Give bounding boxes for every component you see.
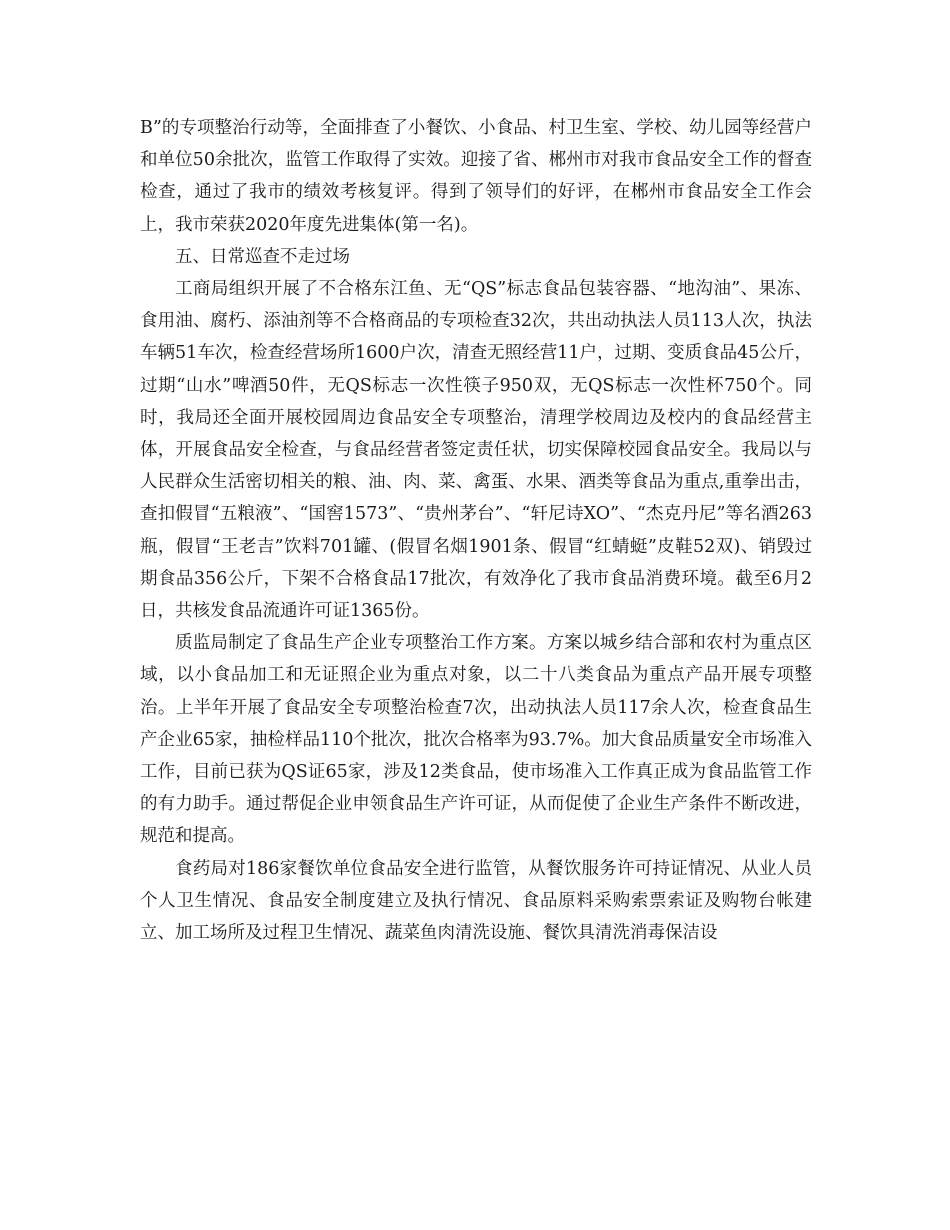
document-body [140,112,812,949]
paragraph-shiyao: 食药局对186家餐饮单位食品安全进行监管，从餐饮服务许可持证情况、从业人员个人卫生情况、食品安全制度建立及执行情况、食品原料采购索票索证及购物台帐建立、加工场所及过程卫生情况、蔬菜鱼肉清洗设施、餐饮具清洗消毒保洁设 [140,858,812,944]
paragraph-gongshang: 工商局组织开展了不合格东江鱼、无“QS”标志食品包装容器、“地沟油”、果冻、食用油、腐朽、添油剂等不合格商品的专项检查32次，共出动执法人员113人次，执法车辆51车次，检查经营场所1600户次，清查无照经营11户，过期、变质食品45公斤，过期“山水”啤酒50件，无QS标志一次性筷子950双，无QS标志一次性杯750个。同时，我局还全面开展校园周边食品安全专项整治，清理学校周边及校内的食品经营主体，开展食品安全检查，与食品经营者签定责任状，切实保障校园食品安全。我局以与人民群众生活密切相关的粮、油、肉、菜、禽蛋、水果、酒类等食品为重点,重拳出击，查扣假冒“五粮液”、“国窖1573”、“贵州茅台”、“轩尼诗XO”、“杰克丹尼”等名酒263瓶，假冒“王老吉”饮料701罐、(假冒名烟1901条、假冒“红蜻蜓”皮鞋52双)、销毁过期食品356公斤，下架不合格食品17批次，有效净化了我市食品消费环境。截至6月2日，共核发食品流通许可证1365份。 [140,279,812,622]
paragraph-continuation: B”的专项整治行动等，全面排查了小餐饮、小食品、村卫生室、学校、幼儿园等经营户和单位50余批次，监管工作取得了实效。迎接了省、郴州市对我市食品安全工作的督查检查，通过了我市的绩效考核复评。得到了领导们的好评，在郴州市食品安全工作会上，我市荣获2020年度先进集体(第一名)。 [140,118,812,235]
section-heading-five: 五、日常巡查不走过场 [175,246,350,267]
paragraph-zhijian: 质监局制定了食品生产企业专项整治工作方案。方案以城乡结合部和农村为重点区域，以小食品加工和无证照企业为重点对象，以二十八类食品为重点产品开展专项整治。上半年开展了食品安全专项整治检查7次，出动执法人员117余人次，检查食品生产企业65家，抽检样品110个批次，批次合格率为93.7%。加大食品质量安全市场准入工作，目前已获为QS证65家，涉及12类食品，使市场准入工作真正成为食品监管工作的有力助手。通过帮促企业申领食品生产许可证，从而促使了企业生产条件不断改进，规范和提高。 [140,633,812,847]
